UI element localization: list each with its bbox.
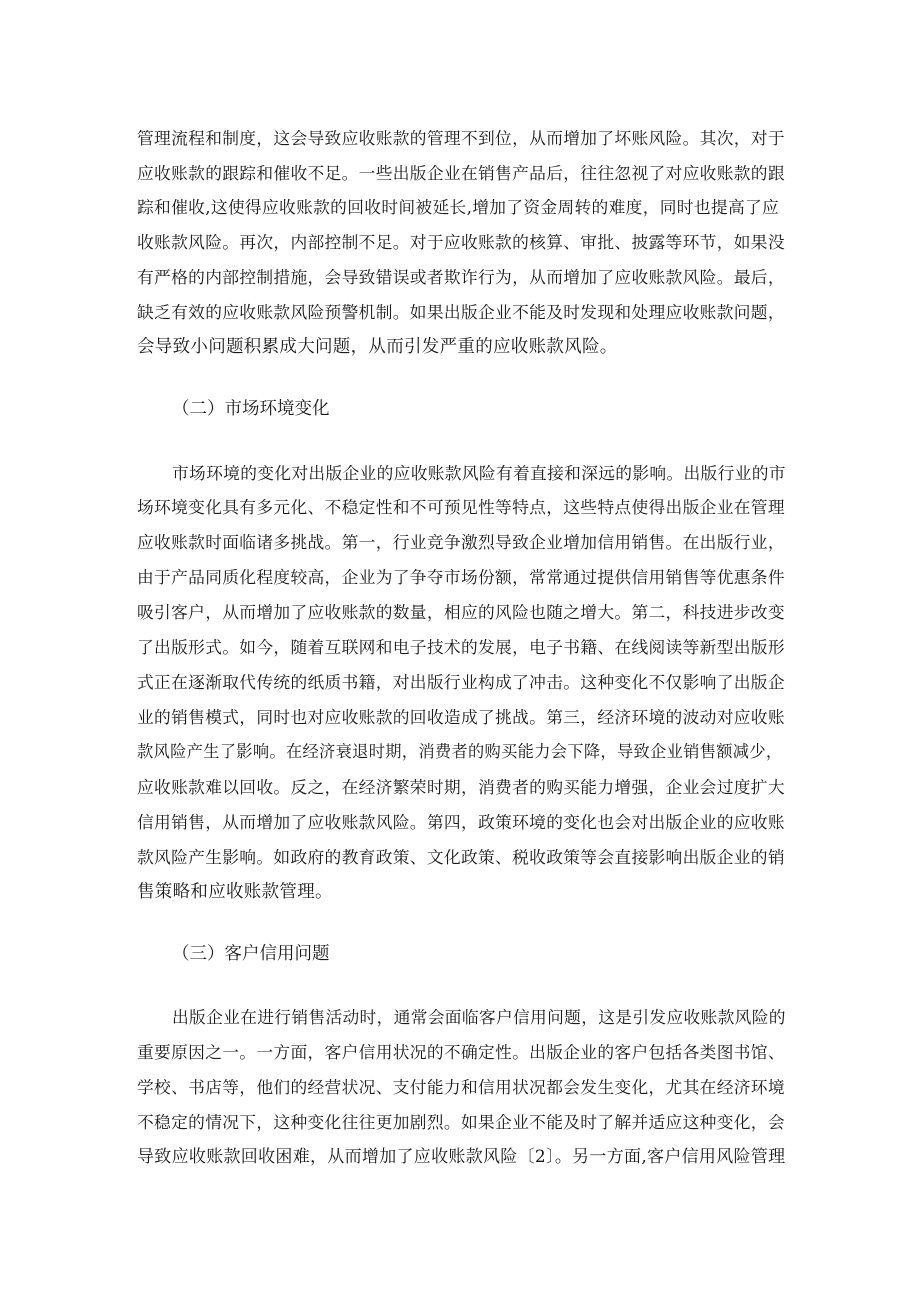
- text-line: 收账款风险。再次，内部控制不足。对于应收账款的核算、审批、披露等环节，如果没: [137, 232, 785, 252]
- text-line: 学校、书店等，他们的经营状况、支付能力和信用状况都会发生变化，尤其在经济环境: [137, 1077, 785, 1097]
- text-line: 款风险产生影响。如政府的教育政策、文化政策、税收政策等会直接影响出版企业的销: [137, 847, 785, 867]
- text-line: 应收账款的跟踪和催收不足。一些出版企业在销售产品后，往往忽视了对应收账款的跟: [137, 163, 785, 183]
- section-heading-customer-credit: （三）客户信用问题: [172, 944, 330, 964]
- text-line: 款风险产生了影响。在经济衰退时期，消费者的购买能力会下降，导致企业销售额减少，: [137, 742, 783, 761]
- text-line: 了出版形式。如今，随着互联网和电子技术的发展，电子书籍、在线阅读等新型出版形: [137, 637, 785, 657]
- text-line: 吸引客户，从而增加了应收账款的数量，相应的风险也随之增大。第二，科技进步改变: [137, 602, 785, 622]
- text-line: 重要原因之一。一方面，客户信用状况的不确定性。出版企业的客户包括各类图书馆、: [137, 1042, 785, 1062]
- text-line: 踪和催收,这使得应收账款的回收时间被延长,增加了资金周转的难度，同时也提高了应: [137, 197, 780, 217]
- text-line: 式正在逐渐取代传统的纸质书籍，对出版行业构成了冲击。这种变化不仅影响了出版企: [137, 672, 785, 692]
- text-line: 市场环境的变化对出版企业的应收账款风险有着直接和深远的影响。出版行业的市: [172, 463, 786, 483]
- text-line: 缺乏有效的应收账款风险预警机制。如果出版企业不能及时发现和处理应收账款问题，: [137, 302, 785, 322]
- section-heading-market-environment: （二）市场环境变化: [172, 399, 330, 419]
- text-line: 有严格的内部控制措施，会导致错误或者欺诈行为，从而增加了应收账款风险。最后，: [137, 267, 785, 287]
- text-line: 场环境变化具有多元化、不稳定性和不可预见性等特点，这些特点使得出版企业在管理: [137, 497, 785, 517]
- text-line: 业的销售模式，同时也对应收账款的回收造成了挑战。第三，经济环境的波动对应收账: [137, 707, 785, 727]
- text-line: 售策略和应收账款管理。: [137, 882, 333, 902]
- text-line: 管理流程和制度，这会导致应收账款的管理不到位，从而增加了坏账风险。其次，对于: [137, 128, 785, 148]
- text-line: 应收账款时面临诸多挑战。第一，行业竞争激烈导致企业增加信用销售。在出版行业，: [137, 532, 785, 552]
- text-line: 应收账款难以回收。反之，在经济繁荣时期，消费者的购买能力增强，企业会过度扩大: [137, 777, 785, 797]
- text-line: 导致应收账款回收困难，从而增加了应收账款风险〔2〕。另一方面,客户信用风险管理: [137, 1147, 786, 1167]
- text-line: 会导致小问题积累成大问题，从而引发严重的应收账款风险。: [137, 337, 618, 357]
- text-line: 不稳定的情况下，这种变化往往更加剧烈。如果企业不能及时了解并适应这种变化，会: [137, 1112, 785, 1132]
- text-line: 出版企业在进行销售活动时，通常会面临客户信用问题，这是引发应收账款风险的: [172, 1007, 786, 1027]
- text-line: 由于产品同质化程度较高，企业为了争夺市场份额，常常通过提供信用销售等优惠条件: [137, 567, 785, 587]
- text-line: 信用销售，从而增加了应收账款风险。第四，政策环境的变化也会对出版企业的应收账: [137, 812, 785, 832]
